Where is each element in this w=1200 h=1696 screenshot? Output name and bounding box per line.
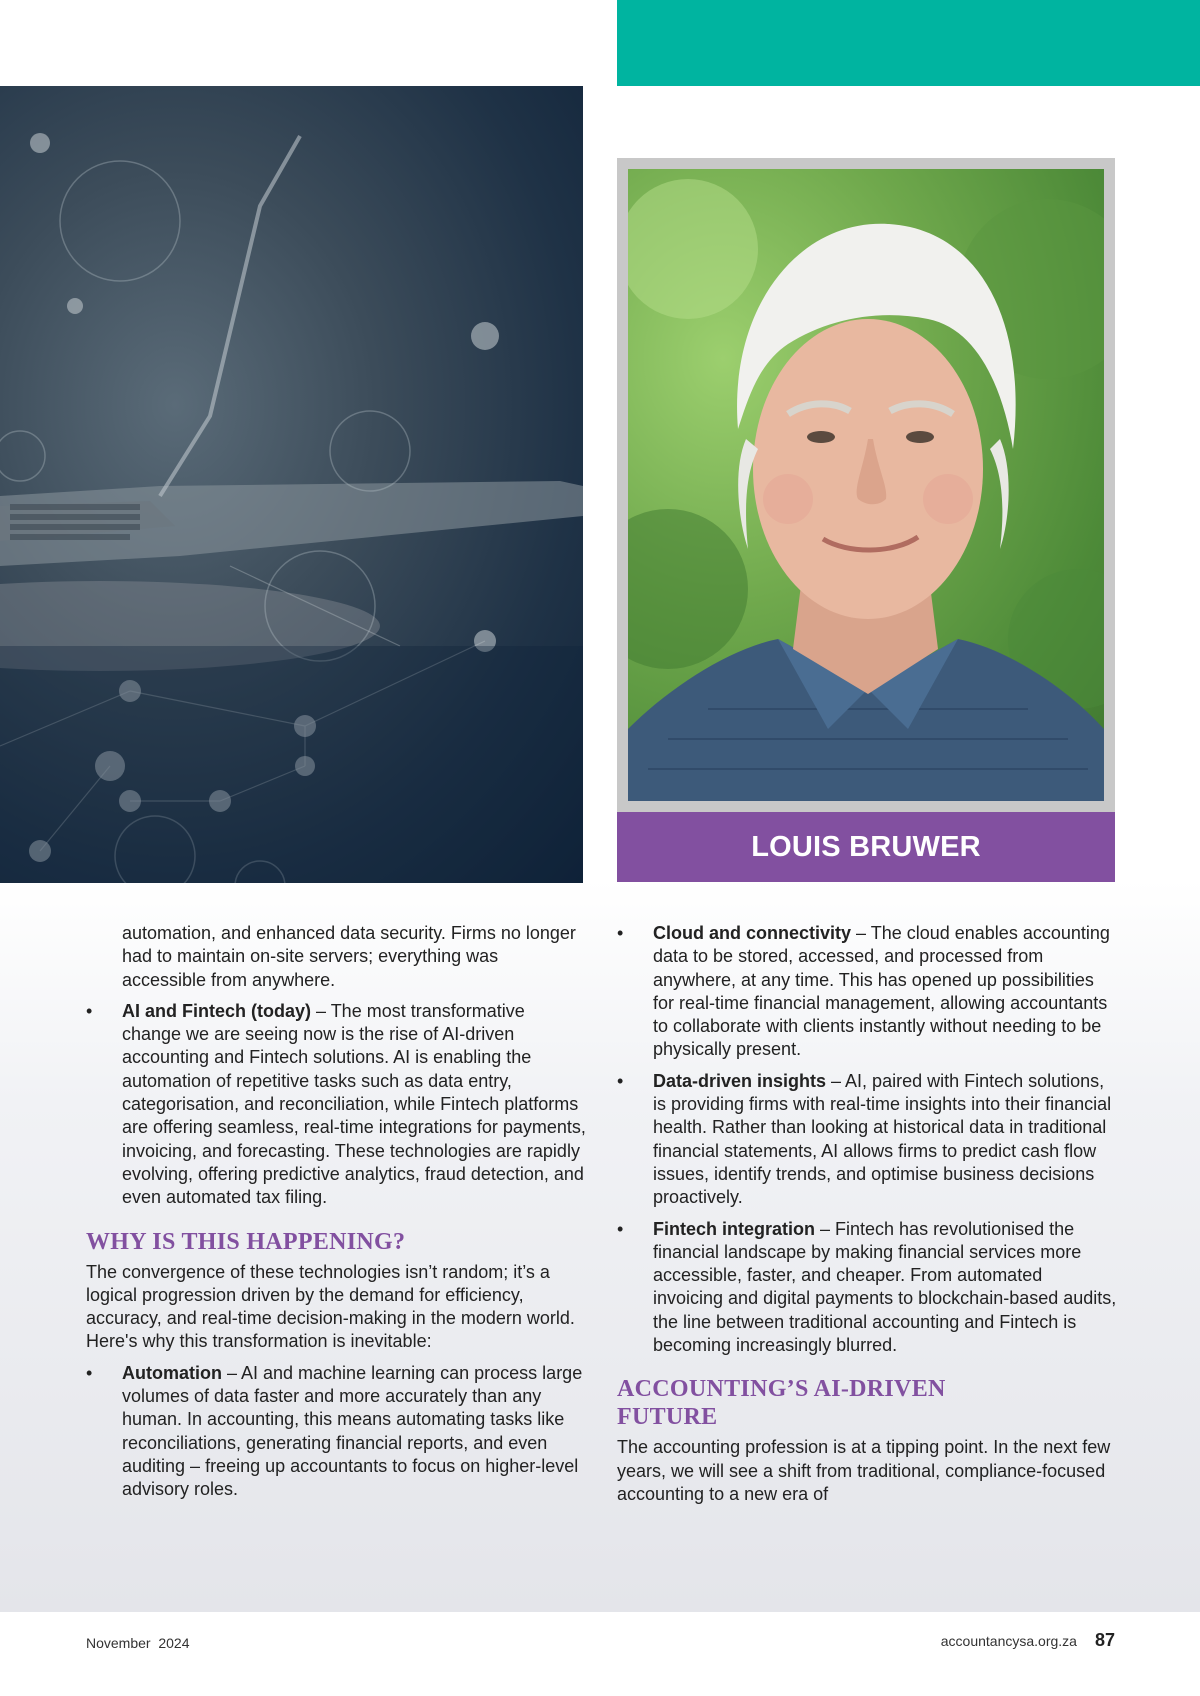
portrait-frame	[617, 158, 1115, 812]
bullet-text: – The most transformative change we are seeing now is the rise of AI-driven accounting and Fintech solutions. AI is enabling the automation of repetitive tasks such as data entry, categorisation, and reconciliation, while Fintech platforms are offering seamless, real-time integrations for payments, invoicing, and forecasting. These technologies are rapidly evolving, offering predictive analytics, fraud detection, and even automated tax filing.	[122, 1000, 586, 1208]
section-heading-future: ACCOUNTING’S AI-DRIVEN FUTURE	[617, 1376, 946, 1431]
hero-image-laptop-network	[0, 86, 583, 883]
bullet-cloud	[617, 922, 1117, 1062]
portrait-illustration	[628, 169, 1104, 801]
bullet-ai-fintech	[86, 1000, 586, 1210]
bullet-data-driven	[617, 1070, 1117, 1210]
footer-right	[941, 1630, 1115, 1651]
bullet-icon: •	[617, 1070, 624, 1091]
bullet-fintech-integration	[617, 1218, 1117, 1358]
bullet-text: – The cloud enables accounting data to be stored, accessed, and processed from anywhere, at any time. This has opened up possibilities for real-time financial management, allowing accountants to collaborate with clients instantly without needing to be physically present.	[653, 923, 1110, 1060]
footer-site-link[interactable]: accountancysa.org.za	[940, 1633, 1077, 1649]
portrait-name-banner	[617, 812, 1115, 882]
bullet-icon: •	[617, 923, 624, 943]
bullet-text: – AI, paired with Fintech solutions, is providing firms with real-time insights into their financial health. Rather than looking at historical data in traditional financial statements, AI allows firms to predict cash flow issues, identify trends, and optimise business decisions proactively.	[653, 1070, 1112, 1208]
bullet-term: Cloud and connectivity	[653, 923, 852, 943]
paragraph-why: The convergence of these technologies isn’t random; it’s a logical progression driven by the demand for efficiency, accuracy, and real-time decision-making in the modern world. Here's why this transformation is inevitable:	[86, 1261, 575, 1352]
bullet-term: Fintech integration	[653, 1218, 815, 1239]
person-name: LOUIS BRUWER	[751, 830, 981, 863]
continued-paragraph: automation, and enhanced data security. Firms no longer had to maintain on-site servers; everything was accessible from anywhere.	[122, 923, 576, 990]
bullet-text: – Fintech has revolutionised the financial landscape by making financial services more accessible, faster, and cheaper. From automated invoicing and digital payments to blockchain-based audits, the line between traditional accounting and Fintech is becoming increasingly blurred.	[653, 1218, 1117, 1356]
page-number: 87	[1094, 1630, 1115, 1650]
teal-accent-bar	[617, 0, 1200, 86]
bullet-icon: •	[86, 1000, 93, 1021]
bullet-icon: •	[86, 1362, 93, 1383]
bullet-automation	[86, 1362, 586, 1502]
bullet-term: Automation	[122, 1362, 222, 1383]
left-text-column	[86, 922, 586, 1510]
bullet-term: AI and Fintech (today)	[122, 1000, 311, 1021]
footer-band	[0, 1612, 1200, 1696]
network-illustration	[0, 86, 583, 883]
bullet-icon: •	[617, 1218, 624, 1239]
paragraph-future: The accounting profession is at a tipping point. In the next few years, we will see a shift from traditional, compliance-focused accounting to a new era of	[617, 1437, 1111, 1504]
bullet-term: Data-driven insights	[653, 1070, 827, 1091]
portrait-photo	[628, 169, 1104, 801]
section-heading-why: WHY IS THIS HAPPENING?	[86, 1228, 406, 1255]
right-text-column	[617, 922, 1117, 1514]
footer-date: November 2024	[86, 1635, 190, 1651]
bullet-text: – AI and machine learning can process large volumes of data faster and more accurately than any human. In accounting, this means automating tasks like reconciliations, generating financial reports, and even auditing – freeing up accountants to focus on higher-level advisory roles.	[122, 1362, 583, 1500]
